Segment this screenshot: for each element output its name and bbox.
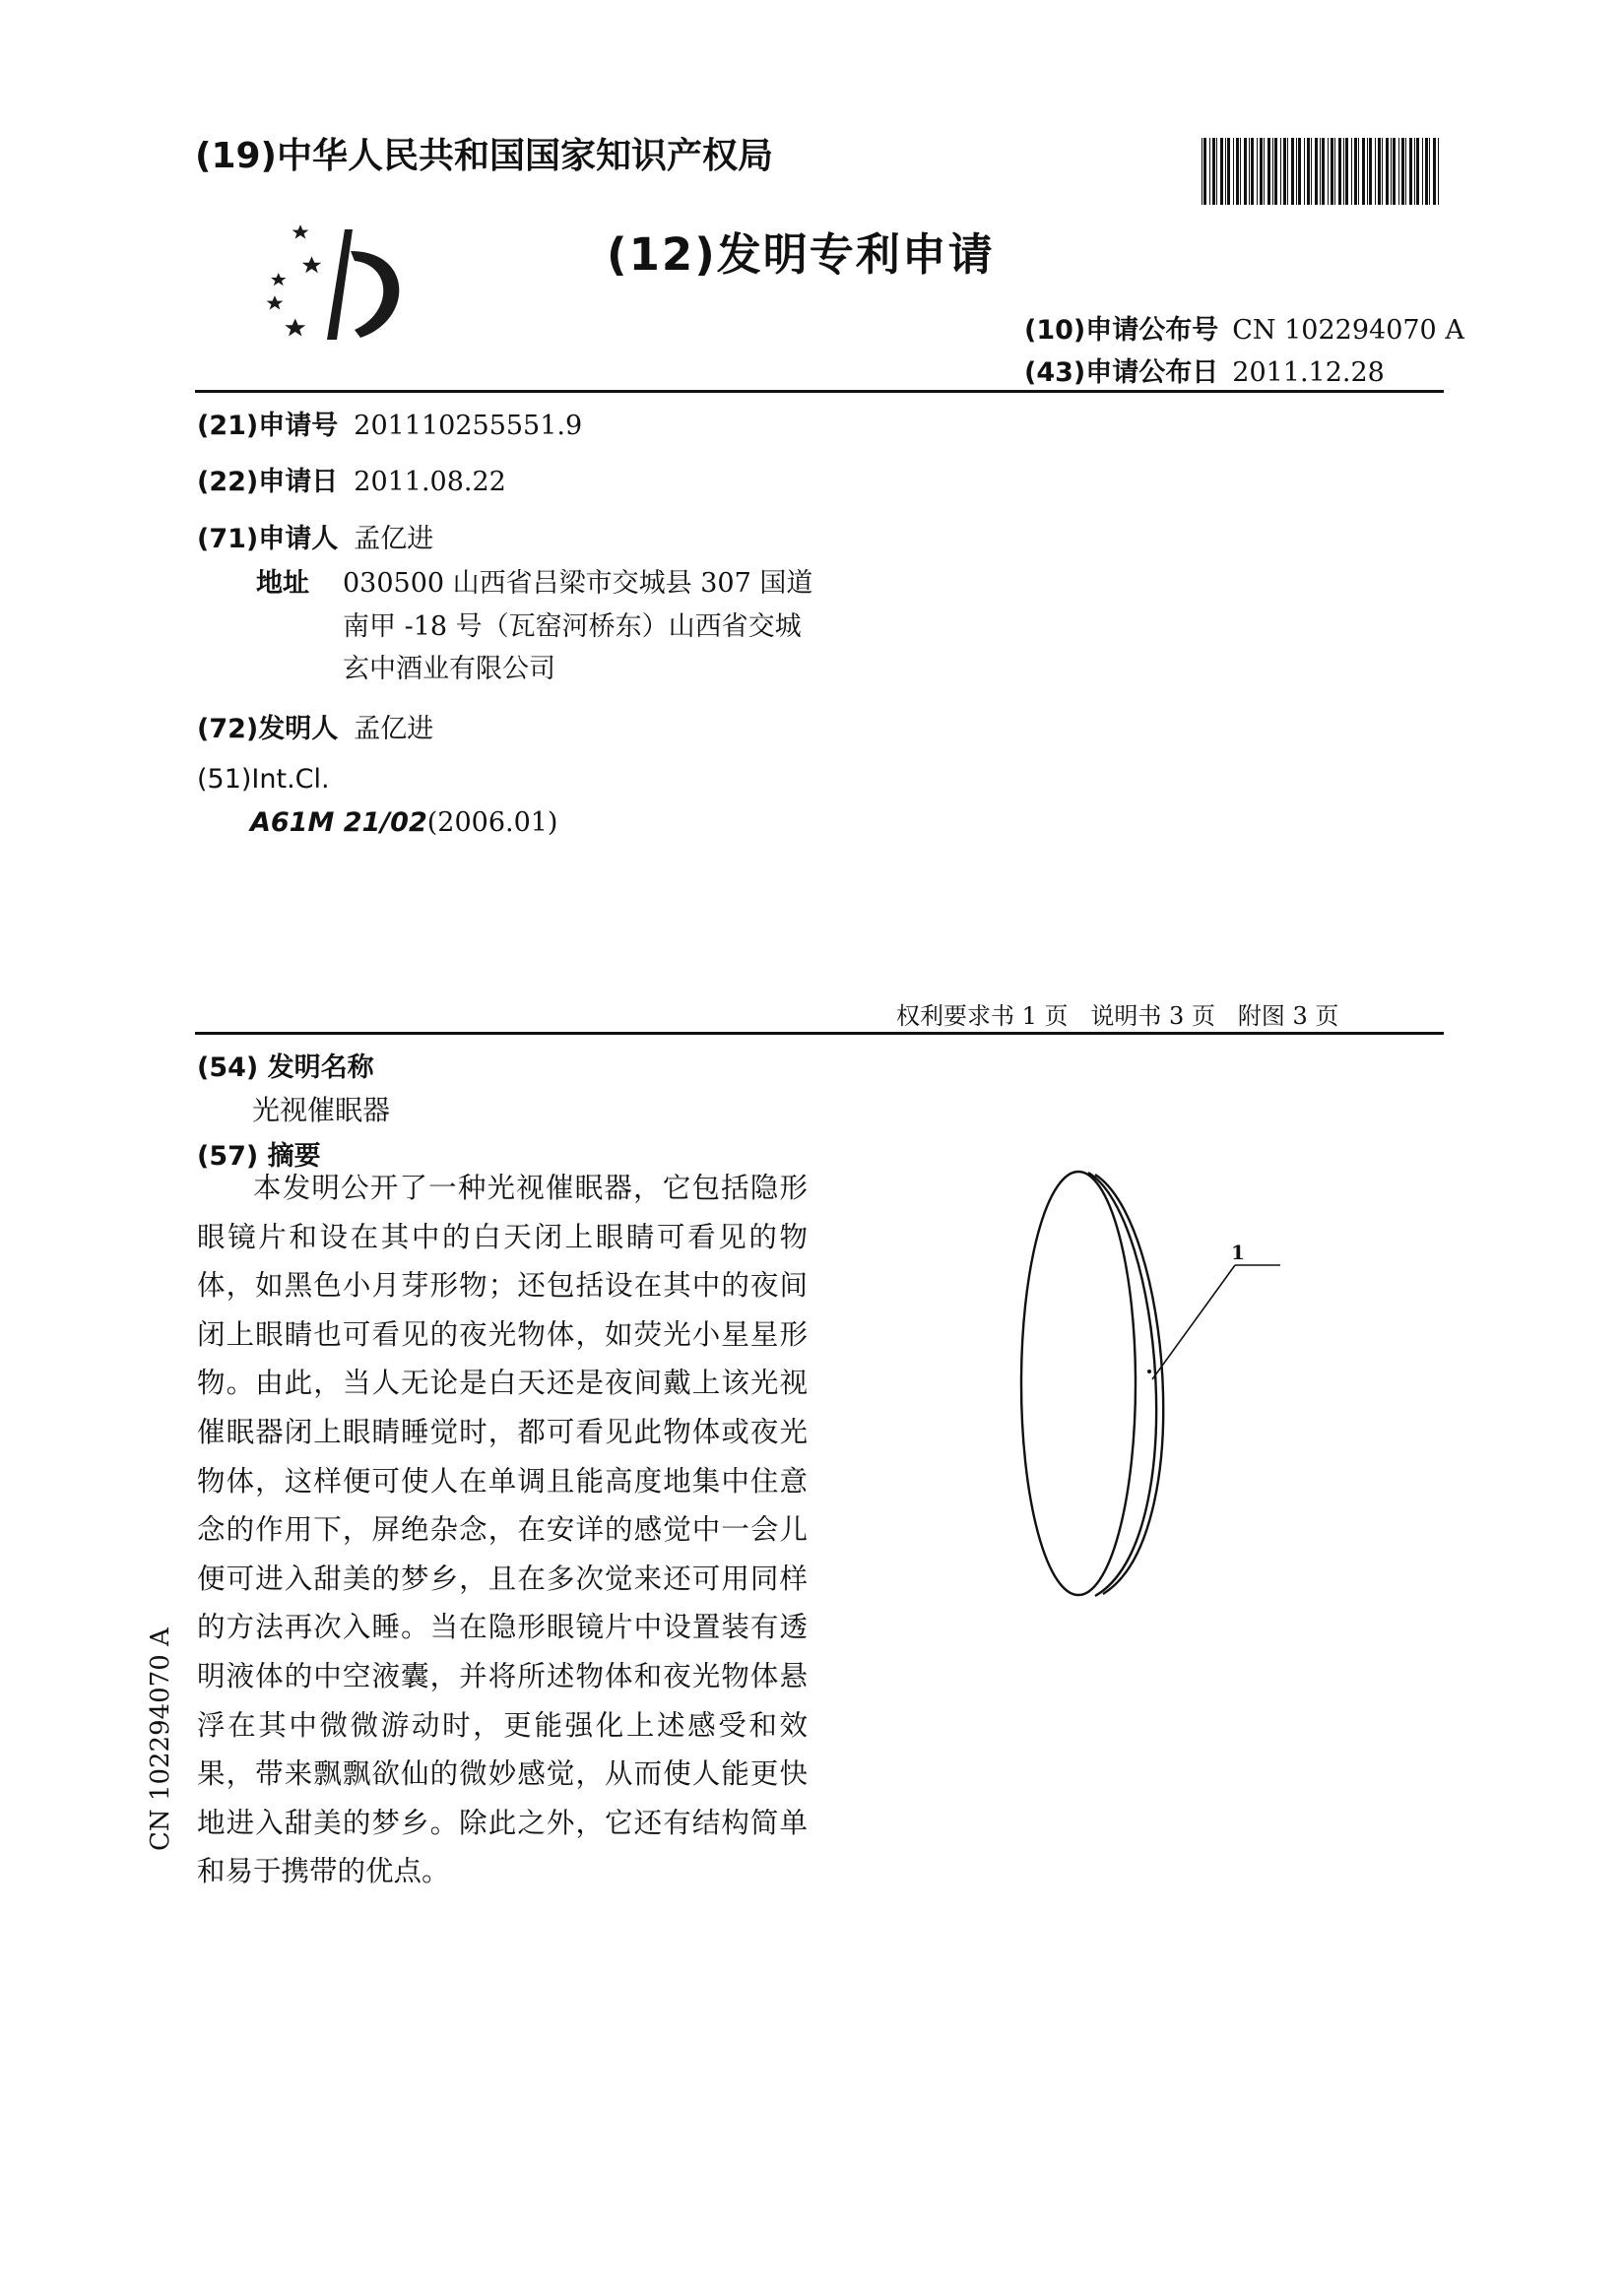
barcode-bar (1267, 138, 1270, 205)
barcode-bar (1331, 138, 1333, 205)
barcode-bar (1315, 138, 1318, 205)
barcode-bar (1416, 138, 1419, 205)
barcode-bar (1249, 138, 1250, 205)
barcode-bar (1401, 138, 1404, 205)
office-name: (19)中华人民共和国国家知识产权局 (195, 136, 774, 176)
barcode-bar (1322, 138, 1325, 205)
barcode-bar (1393, 138, 1396, 205)
application-date (197, 460, 506, 498)
inventor-label: (72)发明人 (197, 714, 339, 744)
int-cl-code: A61M 21/02 (250, 807, 427, 838)
int-cl-label: (51)Int.Cl. (197, 764, 330, 795)
barcode-bar (1225, 138, 1226, 205)
barcode-bar (1227, 138, 1230, 205)
publication-date-label: (43)申请公布日 (1024, 357, 1219, 388)
publication-number-value: CN 102294070 A (1232, 315, 1464, 346)
publication-number (1024, 308, 1464, 347)
barcode-bar (1287, 138, 1288, 205)
int-cl-version: (2006.01) (426, 807, 558, 838)
barcode-bar (1351, 138, 1352, 205)
barcode-bar (1378, 138, 1381, 205)
barcode-bar (1280, 138, 1281, 205)
barcode-bar (1391, 138, 1392, 205)
barcode-bar (1216, 138, 1217, 205)
publication-date-value: 2011.12.28 (1232, 357, 1385, 388)
document-type: (12)发明专利申请 (607, 228, 995, 281)
barcode-bar (1375, 138, 1376, 205)
barcode-bar (1334, 138, 1335, 205)
barcode-bar (1244, 138, 1247, 205)
header-rule (195, 390, 1444, 393)
publication-date (1024, 351, 1385, 389)
barcode-icon (1202, 138, 1442, 205)
barcode-bar (1291, 138, 1294, 205)
abstract-text: 本发明公开了一种光视催眠器，它包括隐形眼镜片和设在其中的白天闭上眼睛可看见的物体，如黑色小月芽形物；还包括设在其中的夜间闭上眼睛也可看见的夜光物体，如荧光小星星形物。由此，当人无论是白天还是夜间戴上该光视催眠器闭上眼睛睡觉时，都可看见此物体或夜光物体，这样便可使人在单调且能高度地集中住意念的作用下，屏绝杂念，在安详的感觉中一会儿便可进入甜美的梦乡，且在多次觉来还可用同样的方法再次入睡。当在隐形眼镜片中设置装有透明液体的中空液囊，并将所述物体和夜光物体悬浮在其中微微游动时，更能强化上述感受和效果，带来飘飘欲仙的微妙感觉，从而使人能更快地进入甜美的梦乡。除此之外，它还有结构简单和易于携带的优点。 (197, 1172, 808, 1888)
application-date-value: 2011.08.22 (354, 467, 506, 497)
barcode-bar (1320, 138, 1321, 205)
address-label: 地址 (256, 568, 309, 599)
application-number-label: (21)申请号 (197, 411, 339, 441)
barcode-bar (1260, 138, 1263, 205)
barcode-bar (1272, 138, 1273, 205)
barcode-bar (1422, 138, 1423, 205)
cnipa-emblem-icon (266, 222, 423, 345)
barcode-bar (1251, 138, 1254, 205)
barcode-bar (1220, 138, 1223, 205)
barcode-bar (1257, 138, 1258, 205)
application-number-value: 201110255551.9 (354, 411, 583, 441)
barcode-bar (1433, 138, 1436, 205)
address-line-2: 南甲 -18 号（瓦窑河桥东）山西省交城 (343, 611, 802, 642)
address-line-3: 玄中酒业有限公司 (343, 654, 555, 684)
barcode-bar (1409, 138, 1412, 205)
barcode-bar (1367, 138, 1368, 205)
pages-summary: 权利要求书 1 页 说明书 3 页 附图 3 页 (896, 1002, 1339, 1030)
barcode-bar (1369, 138, 1372, 205)
barcode-bar (1386, 138, 1389, 205)
invention-title: 光视催眠器 (252, 1094, 391, 1126)
barcode-bar (1414, 138, 1415, 205)
title-label: (54) 发明名称 (197, 1052, 374, 1083)
barcode-bar (1405, 138, 1406, 205)
barcode-bar (1429, 138, 1430, 205)
barcode-bar (1398, 138, 1399, 205)
barcode-bar (1328, 138, 1329, 205)
section-rule (195, 1032, 1444, 1035)
barcode-bar (1240, 138, 1241, 205)
barcode-bar (1354, 138, 1357, 205)
applicant-value: 孟亿进 (354, 524, 434, 554)
barcode-bar (1212, 138, 1215, 205)
side-publication-number: CN 102294070 A (146, 1627, 175, 1851)
barcode-bar (1382, 138, 1383, 205)
inventor-value: 孟亿进 (354, 714, 434, 744)
barcode-bar (1438, 138, 1439, 205)
barcode-bar (1307, 138, 1310, 205)
barcode-bar (1345, 138, 1348, 205)
barcode-bar (1296, 138, 1297, 205)
barcode-bar (1358, 138, 1359, 205)
abstract-label: (57) 摘要 (197, 1141, 321, 1172)
barcode-bar (1274, 138, 1277, 205)
barcode-bar (1343, 138, 1344, 205)
applicant-label: (71)申请人 (197, 524, 339, 554)
barcode-bar (1304, 138, 1305, 205)
barcode-bar (1203, 138, 1206, 205)
publication-number-label: (10)申请公布号 (1024, 315, 1219, 346)
address-line-1: 030500 山西省吕梁市交城县 307 国道 (343, 568, 813, 599)
figure-reference-label: 1 (1231, 1241, 1245, 1264)
barcode-bar (1283, 138, 1286, 205)
barcode-bar (1233, 138, 1234, 205)
lens-figure (1014, 1157, 1290, 1610)
barcode-bar (1362, 138, 1365, 205)
address (256, 561, 309, 600)
barcode-bar (1236, 138, 1239, 205)
barcode-bar (1209, 138, 1210, 205)
barcode-bar (1264, 138, 1265, 205)
barcode-bar (1298, 138, 1301, 205)
int-cl-classification (250, 807, 557, 838)
barcode-bar (1425, 138, 1428, 205)
applicant (197, 517, 433, 555)
inventor (197, 707, 433, 745)
int-cl (197, 764, 346, 795)
barcode-bar (1338, 138, 1341, 205)
barcode-bar (1311, 138, 1312, 205)
application-date-label: (22)申请日 (197, 467, 339, 497)
application-number (197, 404, 582, 442)
